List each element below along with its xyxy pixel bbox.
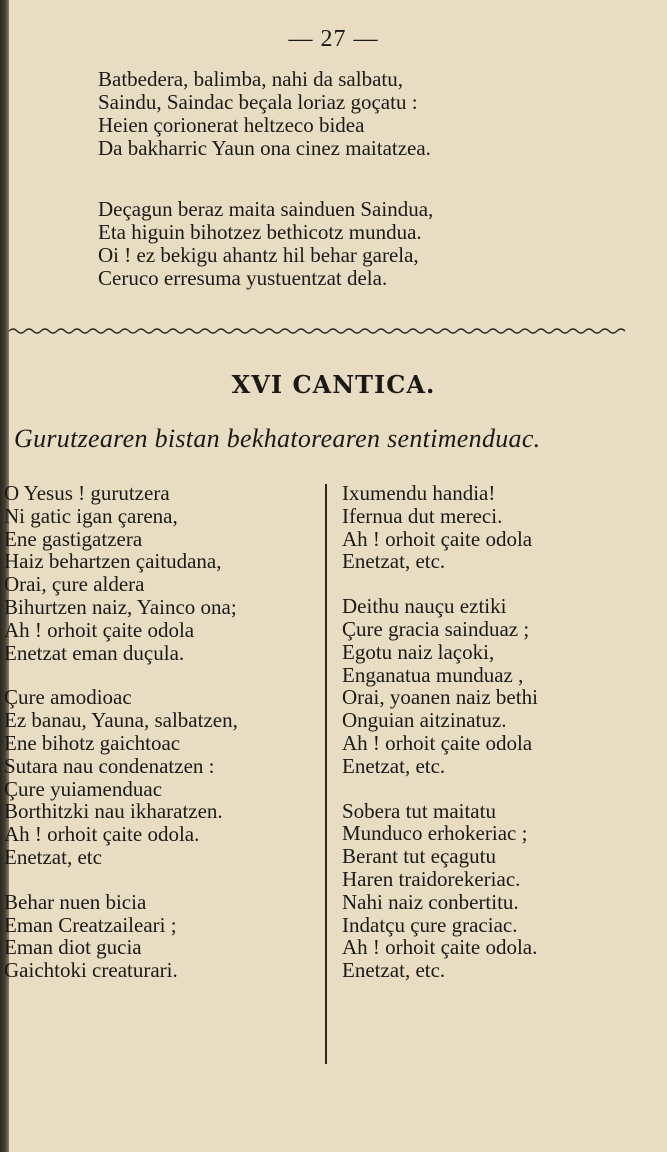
verse-line: Nahi naiz conbertitu.	[342, 889, 519, 914]
verse-line: Ifernua dut mereci.	[342, 503, 503, 528]
ornamental-wavy-rule	[9, 326, 627, 336]
verse-line: Ah ! orhoit çaite odola.	[342, 935, 538, 960]
verse-line: Behar nuen bicia	[4, 889, 147, 914]
verse-line: Oi ! ez bekigu ahantz hil behar garela,	[98, 243, 419, 267]
verse-line: Enetzat, etc.	[342, 549, 446, 574]
verse-line: Enetzat, etc.	[342, 958, 446, 983]
verse-line: Ixumendu handia!	[342, 481, 496, 505]
verse-line: Haren traidorekeriac.	[342, 866, 521, 891]
verse-line: Orai, yoanen naiz bethi	[342, 685, 538, 710]
intro-stanza-1	[98, 68, 431, 160]
verse-line: Gaichtoki creaturari.	[4, 958, 178, 983]
verse-line: Batbedera, balimba, nahi da salbatu,	[98, 67, 403, 91]
right-column	[342, 482, 642, 1004]
verse-block	[342, 595, 642, 777]
verse-line: Ni gatic igan çarena,	[4, 503, 178, 528]
section-heading: XVI CANTICA.	[231, 370, 436, 399]
verse-line: Bihurtzen naiz, Yainco ona;	[4, 594, 237, 619]
verse-block	[4, 482, 320, 664]
verse-line: Sobera tut maitatu	[342, 798, 496, 823]
verse-line: Ene gastigatzera	[4, 526, 143, 551]
verse-line: Saindu, Saindac beçala loriaz goçatu :	[98, 90, 418, 114]
left-column	[4, 482, 320, 1004]
verse-line: Borthitzki nau ikharatzen.	[4, 799, 223, 824]
section-subtitle: Gurutzearen bistan bekhatorearen sentimenduac.	[14, 424, 541, 453]
verse-line: Eman Creatzaileari ;	[4, 912, 177, 937]
verse-line: Çure yuiamenduac	[4, 776, 163, 801]
verse-line: Sutara nau condenatzen :	[4, 753, 215, 778]
verse-block	[4, 891, 320, 982]
verse-line: Enetzat eman duçula.	[4, 640, 185, 665]
verse-line: Haiz behartzen çaitudana,	[4, 549, 222, 574]
verse-line: O Yesus ! gurutzera	[4, 481, 170, 505]
verse-block	[342, 482, 642, 573]
verse-line: Ah ! orhoit çaite odola	[4, 617, 195, 642]
verse-line: Heien çorionerat heltzeco bidea	[98, 113, 365, 137]
verse-block	[4, 686, 320, 868]
verse-line: Munduco erhokeriac ;	[342, 821, 528, 846]
verse-line: Enetzat, etc	[4, 844, 102, 869]
verse-line: Deçagun beraz maita sainduen Saindua,	[98, 197, 434, 221]
verse-line: Çure gracia sainduaz ;	[342, 616, 530, 641]
verse-line: Orai, çure aldera	[4, 572, 145, 597]
verse-line: Da bakharric Yaun ona cinez maitatzea.	[98, 136, 431, 160]
verse-line: Onguian aitzinatuz.	[342, 708, 507, 733]
verse-line: Ah ! orhoit çaite odola	[342, 526, 533, 551]
verse-line: Ceruco erresuma yustuentzat dela.	[98, 266, 388, 290]
verse-line: Indatçu çure graciac.	[342, 912, 518, 937]
verse-line: Eta higuin bihotzez bethicotz mundua.	[98, 220, 422, 244]
verse-block	[342, 800, 642, 982]
verse-line: Ene bihotz gaichtoac	[4, 730, 181, 755]
column-divider	[325, 484, 327, 1064]
verse-line: Enetzat, etc.	[342, 753, 446, 778]
verse-line: Ah ! orhoit çaite odola	[342, 730, 533, 755]
intro-stanza-2	[98, 198, 433, 290]
verse-line: Deithu nauçu eztiki	[342, 594, 507, 619]
verse-line: Eman diot gucia	[4, 935, 142, 960]
page-number: — 27 —	[288, 26, 379, 52]
verse-line: Ez banau, Yauna, salbatzen,	[4, 708, 238, 733]
verse-line: Çure amodioac	[4, 685, 132, 710]
verse-line: Berant tut eçagutu	[342, 844, 496, 869]
verse-line: Egotu naiz laçoki,	[342, 639, 495, 664]
verse-line: Ah ! orhoit çaite odola.	[4, 822, 200, 847]
verse-line: Enganatua munduaz ,	[342, 662, 524, 687]
